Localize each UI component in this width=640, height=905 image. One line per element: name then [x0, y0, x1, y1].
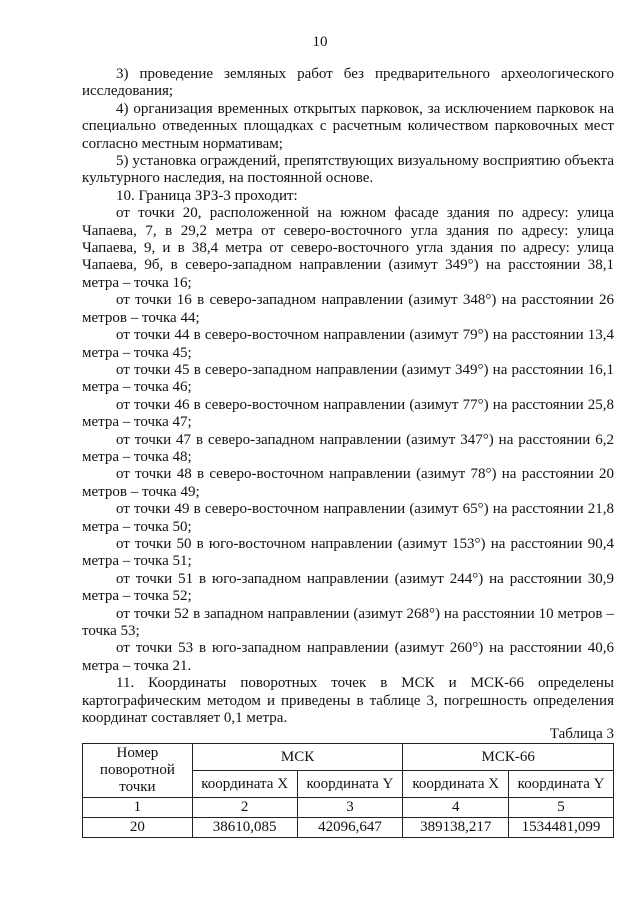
column-number: 5	[509, 798, 614, 818]
paragraph: от точки 16 в северо-западном направлении (азимут 348°) на расстоянии 26 метров – точка 44;	[82, 292, 614, 326]
paragraph: от точки 20, расположенной на южном фасаде здания по адресу: улица Чапаева, 7, в 29,2 метра от северо-восточного угла здания по адресу: улица Чапаева, 9, и в 38,4 метра от северо-восточного угла здания по адресу: улица Чапаева, 9б, в северо-западном направлении (азимут 349°) на расстоянии 38,1 метра – точка 16;	[82, 205, 614, 291]
column-number: 3	[297, 798, 403, 818]
coordinates-table	[82, 743, 614, 838]
cell-msk66-y: 1534481,099	[509, 818, 614, 838]
paragraph: 4) организация временных открытых парковок, за исключением парковок на специально отведенных площадках с расчетным количеством парковочных мест согласно местным нормативам;	[82, 100, 614, 152]
header-msk: МСК	[192, 744, 403, 771]
paragraph: от точки 49 в северо-восточном направлении (азимут 65°) на расстоянии 21,8 метра – точка 50;	[82, 501, 614, 535]
header-msk66-x: координата X	[403, 771, 509, 798]
paragraph: от точки 53 в юго-западном направлении (азимут 260°) на расстоянии 40,6 метра – точка 21.	[82, 640, 614, 674]
paragraph: 3) проведение земляных работ без предварительного археологического исследования;	[82, 66, 614, 100]
header-msk-y: координата Y	[297, 771, 403, 798]
header-point-number: Номер поворотной точки	[83, 744, 193, 798]
paragraph: от точки 52 в западном направлении (азимут 268°) на расстоянии 10 метров – точка 53;	[82, 605, 614, 639]
table-header-row	[83, 744, 614, 771]
cell-msk-y: 42096,647	[297, 818, 403, 838]
paragraph: 5) установка ограждений, препятствующих визуальному восприятию объекта культурного наследия, на постоянной основе.	[82, 153, 614, 187]
cell-msk66-x: 389138,217	[403, 818, 509, 838]
paragraph: 11. Координаты поворотных точек в МСК и МСК-66 определены картографическим методом и приведены в таблице 3, погрешность определения координат составляет 0,1 метра.	[82, 675, 614, 727]
paragraph: от точки 46 в северо-восточном направлении (азимут 77°) на расстоянии 25,8 метра – точка 47;	[82, 396, 614, 431]
header-msk-x: координата X	[192, 771, 297, 798]
paragraph: от точки 44 в северо-восточном направлении (азимут 79°) на расстоянии 13,4 метра – точка 45;	[82, 327, 614, 361]
table-row	[83, 818, 614, 838]
cell-point-number: 20	[83, 818, 193, 838]
page-number: 10	[312, 34, 328, 50]
document-body	[82, 66, 614, 727]
paragraph: от точки 50 в юго-восточном направлении (азимут 153°) на расстоянии 90,4 метра – точка 51;	[82, 535, 614, 570]
column-number-row	[83, 798, 614, 818]
column-number: 1	[83, 798, 193, 818]
paragraph: от точки 47 в северо-западном направлении (азимут 347°) на расстоянии 6,2 метра – точка 48;	[82, 431, 614, 465]
header-msk66-y: координата Y	[509, 771, 614, 798]
cell-msk-x: 38610,085	[192, 818, 297, 838]
column-number: 4	[403, 798, 509, 818]
paragraph: от точки 48 в северо-восточном направлении (азимут 78°) на расстоянии 20 метров – точка 49;	[82, 466, 614, 500]
section-heading: 10. Граница ЗРЗ-3 проходит:	[116, 187, 298, 204]
table-caption: Таблица 3	[549, 726, 614, 742]
column-number: 2	[192, 798, 297, 818]
header-msk66: МСК-66	[403, 744, 614, 771]
paragraph: от точки 51 в юго-западном направлении (азимут 244°) на расстоянии 30,9 метра – точка 52;	[82, 570, 614, 605]
paragraph: от точки 45 в северо-западном направлении (азимут 349°) на расстоянии 16,1 метра – точка 46;	[82, 361, 614, 396]
